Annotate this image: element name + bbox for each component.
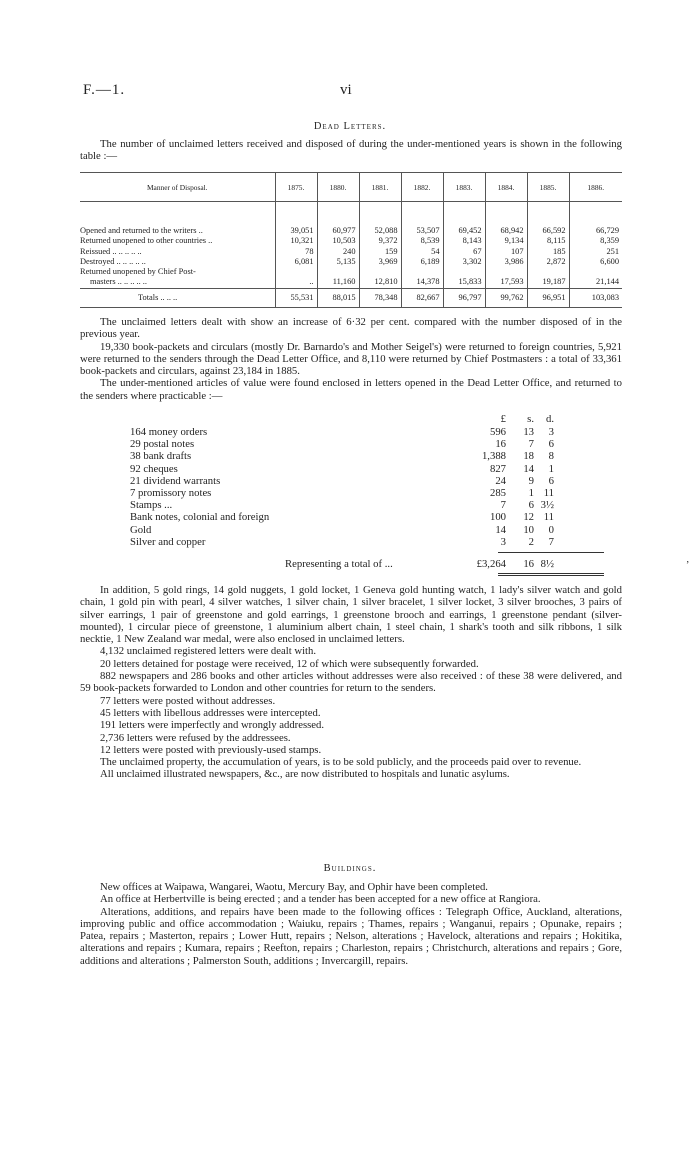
list-item: 38 bank drafts 1,388 18 8 [130, 450, 554, 463]
year-cell: 52,088 9,372 159 3,969 12,810 [359, 202, 401, 289]
list-item: Stamps ... 7 6 3½ [130, 499, 554, 512]
total-cell: 78,348 [359, 288, 401, 307]
totals-row [80, 288, 622, 307]
list-item: 21 dividend warrants 24 9 6 [130, 474, 554, 487]
year-cell: 39,051 10,321 78 6,081 .. [275, 202, 317, 289]
year-cell: 66,592 8,115 185 2,872 19,187 [527, 202, 569, 289]
total-cell: 103,083 [569, 288, 622, 307]
list-item: Gold 14 10 0 [130, 523, 554, 536]
dead-letters-intro: The number of unclaimed letters received and disposed of during the under-mentioned years is shown in the following table :— [80, 138, 622, 163]
valuables-total: Representing a total of ... £3,264 16 8½ [285, 558, 554, 570]
totals-label: Totals .. .. .. [80, 288, 275, 307]
paragraph: 20 letters detained for postage were received, 12 of which were subsequently forwarded. [100, 657, 479, 670]
buildings-body [80, 881, 622, 967]
total-cell: 82,667 [401, 288, 443, 307]
col-header-year: 1886. [569, 173, 622, 202]
year-cell: 69,452 8,143 67 3,302 15,833 [443, 202, 485, 289]
total-cell: 99,762 [485, 288, 527, 307]
row-label: Opened and returned to the writers .. Returned unopened to other countries .. Reissued .. .. .. .. .. Destroyed .. .. .. .. .. Returned unopened by Chief Post- masters .. .. .. .. .. [80, 226, 213, 287]
year-cell: 53,507 8,539 54 6,189 14,378 [401, 202, 443, 289]
paragraph: In addition, 5 gold rings, 14 gold nuggets, 1 gold locket, 1 Geneva gold hunting watch, 1 lady's silver watch and gold chain, 1 gold pin with pearl, 4 silver watches, 1 silver chain, 1 silver bracelet, 1 silver locket, 3 silver brooches, 3 pairs of silver earrings, 1 pair of greenstone and gold earrings, 1 greenstone brooch and earrings, 1 greenstone pendant (silver-mounted), 1 circular piece of greenstone, 1 aluminium albert chain, 1 steel chain, 1 shark's tooth and silk ribbons, 1 silk necktie, 1 New Zealand war medal, were also enclosed in unclaimed letters. [80, 584, 622, 646]
paragraph: 77 letters were posted without addresses. [100, 694, 276, 707]
paragraph: 19,330 book-packets and circulars (mostly Dr. Barnardo's and Mother Seigel's) were returned to foreign countries, 5,921 were returned to the senders through the Dead Letter Office, and 8,110 were returned by Chief Postmasters : a total of 33,361 book-packets and circulars, against 23,184 in 1885. [80, 340, 622, 378]
col-header-year: 1885. [527, 173, 569, 202]
paragraph: New offices at Waipawa, Wangarei, Waotu, Mercury Bay, and Ophir have been completed. [100, 881, 488, 893]
paragraph: 45 letters with libellous addresses were intercepted. [100, 706, 321, 719]
year-cell: 66,729 8,359 251 6,600 21,144 [569, 202, 622, 289]
list-item: 7 promissory notes 285 1 11 [130, 486, 554, 499]
col-header-year: 1880. [317, 173, 359, 202]
total-cell: 96,951 [527, 288, 569, 307]
col-header-year: 1875. [275, 173, 317, 202]
sum-rule [498, 575, 604, 576]
report-code: F.—1. [83, 82, 126, 98]
col-header-year: 1884. [485, 173, 527, 202]
list-item: 92 cheques 827 14 1 [130, 462, 554, 475]
dead-letters-details [80, 584, 622, 781]
paragraph: All unclaimed illustrated newspapers, &c., are now distributed to hospitals and lunatic asylums. [100, 768, 510, 781]
paragraph: Alterations, additions, and repairs have been made to the following offices : Telegraph Office, Auckland, alterations, improving public and office accommodation ; Waiuku, repairs ; Thames, repairs ; Wanganui, repairs ; Opunake, repairs ; Patea, repairs ; Masterton, repairs ; Lower Hutt, repairs ; Nelson, alterations ; Havelock, alterations and repairs ; Hokitika, alterations and repairs ; Kumara, repairs ; Reefton, repairs ; Charleston, repairs ; Christchurch, alterations and repairs ; Gore, additions and alterations ; Palmerston South, additions ; Invercargill, repairs. [80, 905, 622, 967]
list-item: Bank notes, colonial and foreign 100 12 11 [130, 511, 554, 524]
paragraph: The under-mentioned articles of value were found enclosed in letters opened in the Dead Letter Office, and returned to the senders where practicable :— [80, 377, 622, 402]
dead-letters-table [80, 172, 622, 308]
paragraph: The unclaimed property, the accumulation of years, is to be sold publicly, and the proceeds paid over to revenue. [100, 756, 582, 769]
total-cell: 88,015 [317, 288, 359, 307]
list-item: 29 postal notes 16 7 6 [130, 438, 554, 451]
col-header-year: 1882. [401, 173, 443, 202]
paragraph: 12 letters were posted with previously-used stamps. [100, 743, 322, 756]
page-number: vi [340, 82, 352, 98]
total-cell: 96,797 [443, 288, 485, 307]
total-cell: 55,531 [275, 288, 317, 307]
paragraph: An office at Herbertville is being erected ; and a tender has been accepted for a new office at Rangiora. [100, 893, 541, 906]
table-row [80, 202, 622, 289]
currency-header: £ s. d. [500, 413, 554, 425]
paragraph: 4,132 unclaimed registered letters were dealt with. [100, 645, 317, 658]
margin-mark: ʼ [686, 560, 690, 571]
paragraph: The unclaimed letters dealt with show an increase of 6·32 per cent. compared with the number disposed of in the previous year. [80, 316, 622, 341]
valuables-list [130, 426, 600, 548]
paragraph: 191 letters were imperfectly and wrongly addressed. [100, 719, 325, 732]
paragraph: 2,736 letters were refused by the addressees. [100, 731, 291, 744]
col-header-year: 1883. [443, 173, 485, 202]
table-header-row [80, 173, 622, 202]
year-cell: 60,977 10,503 240 5,135 11,160 [317, 202, 359, 289]
dead-letters-heading: Dead Letters. [313, 121, 387, 132]
dead-letters-body [80, 316, 622, 402]
list-item: 164 money orders 596 13 3 [130, 426, 554, 438]
sum-rule [498, 552, 604, 553]
year-cell: 68,942 9,134 107 3,986 17,593 [485, 202, 527, 289]
sum-rule [498, 573, 604, 574]
paragraph: 882 newspapers and 286 books and other articles without addresses were also received : of these 38 were delivered, and 59 book-packets forwarded to London and other countries for return to the senders. [80, 670, 622, 695]
col-header-disposal: Manner of Disposal. [80, 173, 275, 202]
list-item: Silver and copper 3 2 7 [130, 535, 554, 548]
col-header-year: 1881. [359, 173, 401, 202]
buildings-heading: Buildings. [323, 863, 377, 874]
